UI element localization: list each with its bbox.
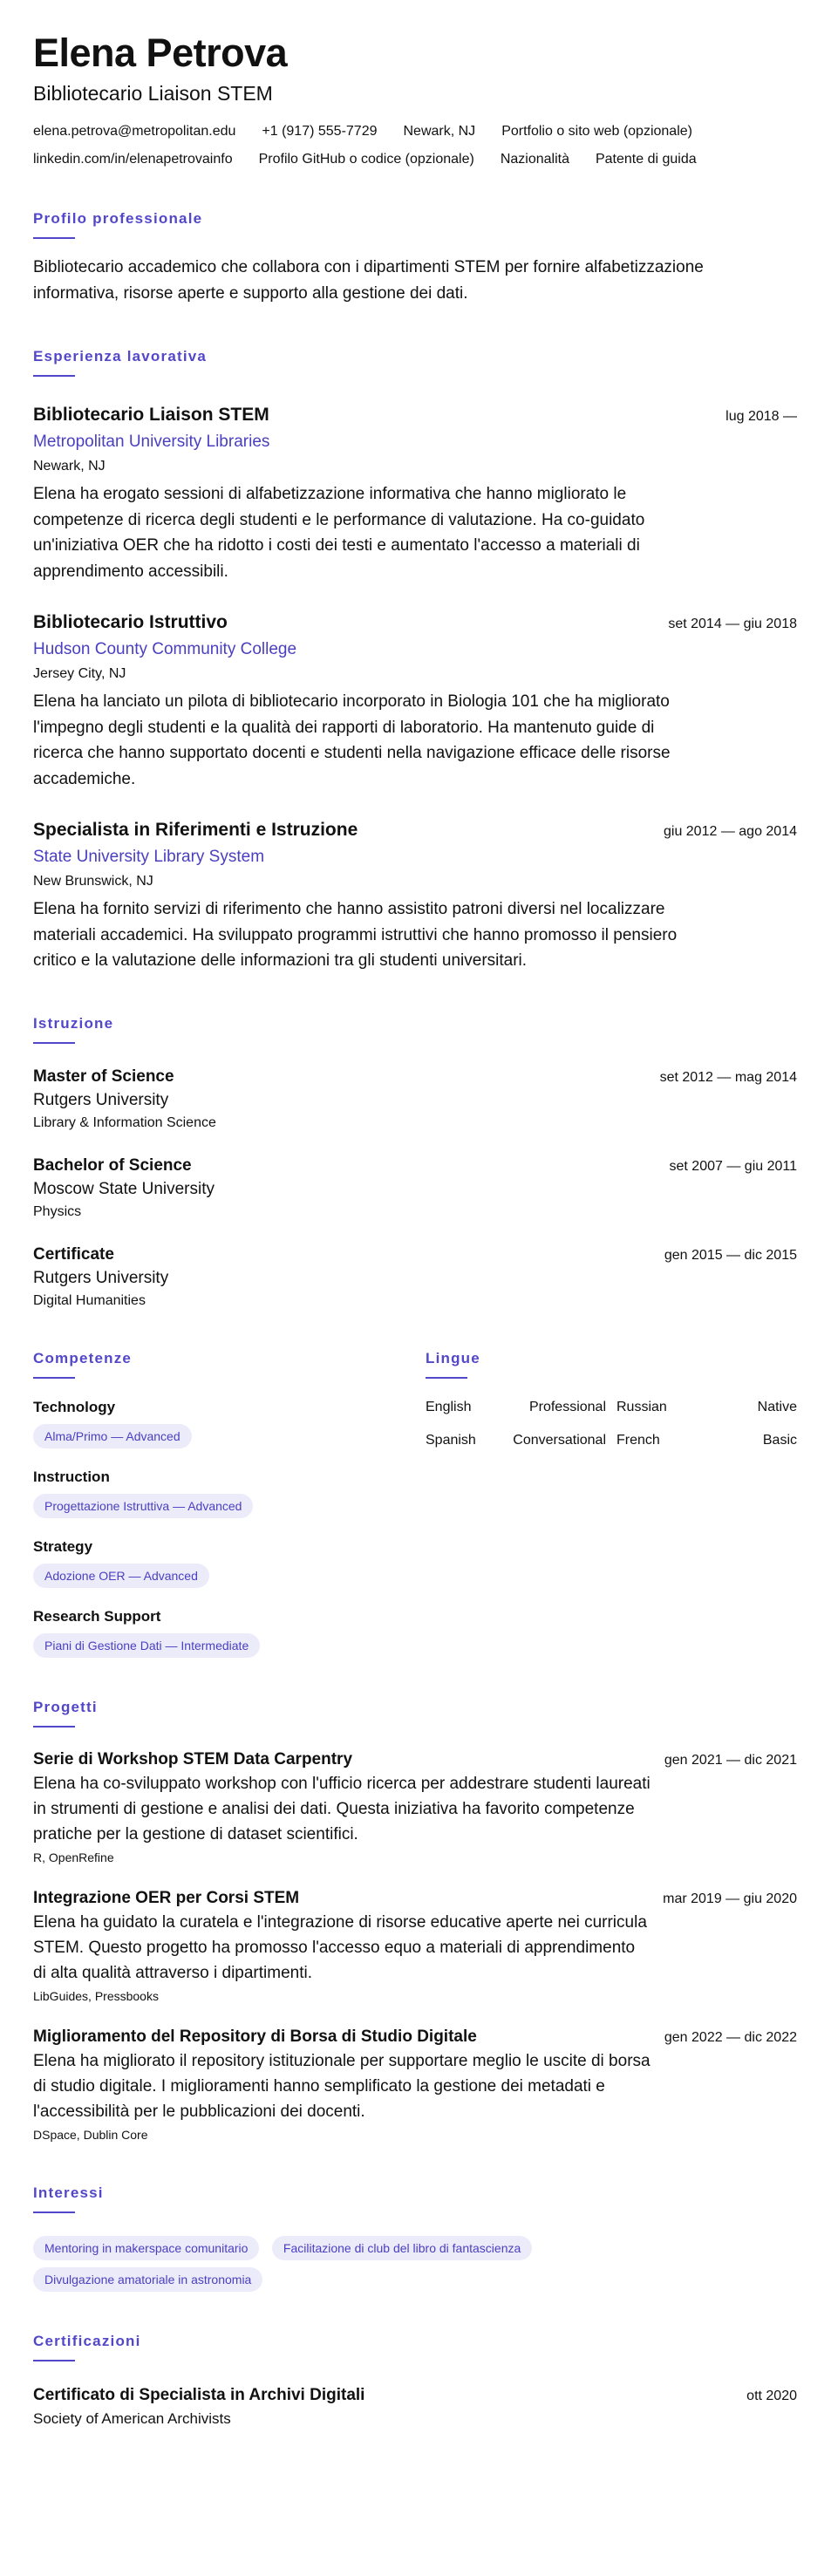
job-title: Bibliotecario Liaison STEM (33, 405, 269, 425)
skill-category: Strategy (33, 1537, 93, 1555)
job-location: New Brunswick, NJ (33, 874, 153, 889)
contact-portfolio[interactable]: Portfolio o sito web (opzionale) (501, 124, 692, 139)
project-description: Elena ha migliorato il repository istituzionale per supportare meglio le uscite di borsa di studio digitale. I miglioramenti hanno semplificato la gestione dei metadati e l'accessibilità per le pubblicazioni dei docenti. (33, 2051, 650, 2121)
education-field: Library & Information Science (33, 1114, 216, 1130)
interest-tag: Divulgazione amatoriale in astronomia (33, 2267, 262, 2292)
candidate-name: Elena Petrova (33, 31, 288, 75)
project-dates: gen 2022 — dic 2022 (664, 2029, 797, 2045)
candidate-title: Bibliotecario Liaison STEM (33, 82, 273, 105)
skills-languages-row (33, 1349, 797, 1658)
project-title: Integrazione OER per Corsi STEM (33, 1888, 300, 1907)
section-heading: Lingue (426, 1349, 480, 1366)
section-divider (33, 375, 75, 377)
language-level: Professional (528, 1399, 606, 1414)
skill-group (33, 1468, 426, 1518)
contact-nationality: Nazionalità (500, 152, 569, 167)
certification-entry (33, 2384, 797, 2429)
project-description: Elena ha co-sviluppato workshop con l'ufficio ricerca per addestrare studenti laureati in strumenti di gestione e analisi dei dati. Questa iniziativa ha favorito competenze pratiche per la gestione di dataset scientifici. (33, 1774, 650, 1843)
project-title: Serie di Workshop STEM Data Carpentry (33, 1749, 353, 1768)
project-tools: R, OpenRefine (33, 1850, 114, 1864)
project-dates: gen 2021 — dic 2021 (664, 1752, 797, 1768)
interests-section (33, 2184, 797, 2292)
project-tools: DSpace, Dublin Core (33, 2127, 148, 2142)
education-degree: Master of Science (33, 1067, 174, 1086)
language-item (426, 1431, 606, 1450)
project-title: Miglioramento del Repository di Borsa di Studio Digitale (33, 2027, 477, 2046)
job-description: Elena ha fornito servizi di riferimento che hanno assistito patroni diversi nel localizzare materiali accademici. Ha sviluppato programmi istruttivi che hanno promosso il pensiero critico e la valutazione delle informazioni tra gli studenti universitari. (33, 900, 678, 970)
contact-github[interactable]: Profilo GitHub o codice (opzionale) (258, 152, 474, 167)
language-item (616, 1398, 797, 1417)
job-description: Elena ha lanciato un pilota di bibliotecario incorporato in Biologia 101 che ha migliorato l'impegno degli studenti e la qualità dei rapporti di laboratorio. Ha mantenuto guide di ricerca che hanno supportato docenti e studenti nella navigazione efficace delle risorse accademiche. (33, 692, 671, 788)
interest-tag: Mentoring in makerspace comunitario (33, 2236, 259, 2260)
contact-info (33, 122, 797, 169)
contact-email[interactable]: elena.petrova@metropolitan.edu (33, 124, 236, 139)
language-level: Conversational (513, 1432, 606, 1448)
language-level: Basic (762, 1432, 797, 1448)
job-description: Elena ha erogato sessioni di alfabetizzazione informativa che hanno migliorato le competenze di ricerca degli studenti e le performance di valutazione. Ha co-guidato un'iniziativa OER che ha ridotto i costi dei testi e aumentato l'accesso a materiali di apprendimento accessibili. (33, 485, 645, 581)
job-company: Metropolitan University Libraries (33, 433, 270, 451)
section-divider (33, 2211, 75, 2213)
contact-driving-license: Patente di guida (595, 152, 697, 167)
language-list (426, 1398, 797, 1450)
section-heading: Istruzione (33, 1014, 114, 1032)
education-dates: gen 2015 — dic 2015 (664, 1247, 797, 1263)
section-heading: Esperienza lavorativa (33, 348, 208, 365)
profile-section (33, 209, 797, 307)
education-field: Physics (33, 1203, 82, 1219)
skill-category: Research Support (33, 1607, 161, 1625)
job-title: Bibliotecario Istruttivo (33, 612, 228, 632)
language-name: Spanish (426, 1432, 476, 1448)
interest-list (33, 2229, 644, 2292)
skills-section (33, 1349, 426, 1658)
language-name: Russian (616, 1399, 667, 1414)
education-degree: Bachelor of Science (33, 1155, 192, 1175)
section-divider (33, 237, 75, 239)
section-divider (426, 1377, 467, 1379)
education-entry (33, 1155, 797, 1222)
skill-tag: Progettazione Istruttiva — Advanced (33, 1494, 253, 1518)
job-location: Newark, NJ (33, 459, 106, 474)
education-dates: set 2012 — mag 2014 (659, 1069, 797, 1085)
certification-issuer: Society of American Archivists (33, 2409, 231, 2427)
job-company: Hudson County Community College (33, 640, 297, 658)
education-school: Rutgers University (33, 1268, 169, 1287)
section-heading: Certificazioni (33, 2332, 141, 2349)
contact-phone[interactable]: +1 (917) 555-7729 (262, 124, 378, 139)
skill-category: Instruction (33, 1468, 110, 1485)
project-entry (33, 1887, 797, 2005)
language-item (616, 1431, 797, 1450)
certification-title: Certificato di Specialista in Archivi Digitali (33, 2385, 365, 2404)
job-entry (33, 818, 797, 974)
section-heading: Progetti (33, 1698, 98, 1715)
education-school: Moscow State University (33, 1179, 215, 1198)
languages-section (426, 1349, 797, 1658)
skill-group (33, 1537, 426, 1588)
job-company: State University Library System (33, 848, 265, 866)
language-name: English (426, 1399, 472, 1414)
section-divider (33, 1726, 75, 1728)
section-heading: Interessi (33, 2184, 104, 2201)
language-level: Native (757, 1399, 797, 1414)
education-dates: set 2007 — giu 2011 (669, 1158, 797, 1174)
job-dates: lug 2018 — (725, 409, 797, 424)
projects-section (33, 1698, 797, 2143)
project-dates: mar 2019 — giu 2020 (663, 1891, 797, 1906)
job-dates: giu 2012 — ago 2014 (663, 824, 797, 839)
skill-group (33, 1607, 426, 1658)
language-name: French (616, 1432, 660, 1448)
skill-category: Technology (33, 1398, 116, 1415)
education-degree: Certificate (33, 1244, 114, 1264)
job-dates: set 2014 — giu 2018 (668, 617, 797, 631)
section-heading: Competenze (33, 1349, 133, 1366)
contact-linkedin[interactable]: linkedin.com/in/elenapetrovainfo (33, 152, 233, 167)
section-divider (33, 1377, 75, 1379)
education-section (33, 1014, 797, 1311)
education-school: Rutgers University (33, 1090, 169, 1109)
project-description: Elena ha guidato la curatela e l'integrazione di risorse educative aperte nei curricula STEM. Questo progetto ha promosso l'accesso equo a materiali di apprendimento di alta qualità attraverso i dipartimenti. (33, 1912, 647, 1982)
language-item (426, 1398, 606, 1417)
job-entry (33, 610, 797, 792)
job-location: Jersey City, NJ (33, 666, 126, 681)
contact-location: Newark, NJ (403, 124, 476, 139)
project-entry (33, 1748, 797, 1866)
resume-header (33, 30, 797, 169)
education-entry (33, 1067, 797, 1133)
section-divider (33, 1042, 75, 1044)
project-tools: LibGuides, Pressbooks (33, 1988, 159, 2003)
skill-tag: Adozione OER — Advanced (33, 1564, 209, 1588)
project-entry (33, 2026, 797, 2143)
section-divider (33, 2360, 75, 2361)
job-entry (33, 403, 797, 584)
interest-tag: Facilitazione di club del libro di fantascienza (272, 2236, 532, 2260)
profile-summary: Bibliotecario accademico che collabora con i dipartimenti STEM per fornire alfabetizzazione informativa, risorse aperte e supporto alla gestione dei dati. (33, 258, 704, 303)
skill-group (33, 1398, 426, 1448)
certification-date: ott 2020 (746, 2388, 797, 2403)
education-field: Digital Humanities (33, 1292, 146, 1308)
skill-tag: Piani di Gestione Dati — Intermediate (33, 1633, 260, 1658)
skill-tag: Alma/Primo — Advanced (33, 1424, 192, 1448)
experience-section (33, 347, 797, 974)
job-title: Specialista in Riferimenti e Istruzione (33, 820, 358, 840)
education-entry (33, 1244, 797, 1311)
section-heading: Profilo professionale (33, 210, 203, 227)
certifications-section (33, 2332, 797, 2429)
